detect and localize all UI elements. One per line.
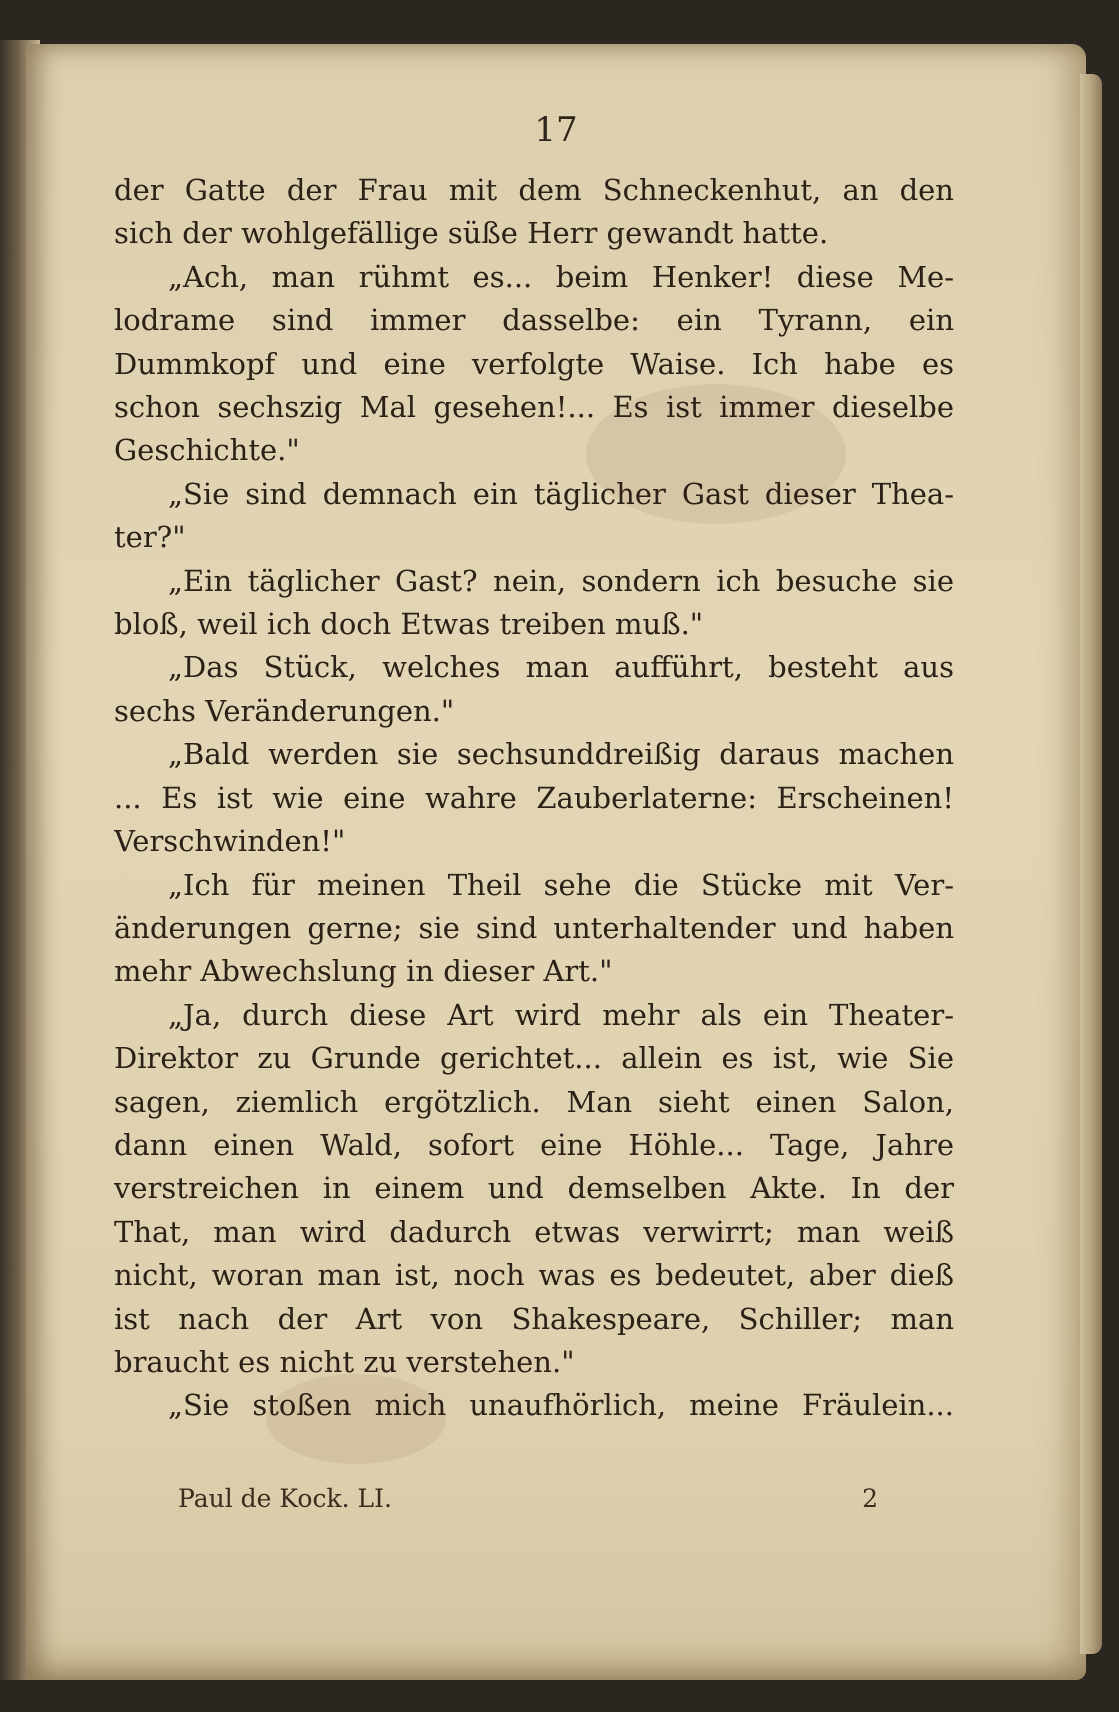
text-line: Dummkopf und eine verfolgte Waise. Ich habe es [114,346,954,381]
text-line: Verschwinden!" [114,824,346,859]
text-line: That, man wird dadurch etwas verwirrt; man weiß [114,1214,954,1249]
body-text [114,169,954,1428]
text-line: schon sechszig Mal gesehen!... Es ist immer dieselbe [114,390,954,425]
text-line: mehr Abwechslung in dieser Art." [114,954,613,989]
text-line: braucht es nicht zu verstehen." [114,1344,575,1379]
text-line: „Sie sind demnach ein täglicher Gast dieser Thea- [168,476,954,511]
text-line: sechs Veränderungen." [114,693,455,728]
text-line: „Ja, durch diese Art wird mehr als ein Theater- [168,997,954,1032]
book-page [26,44,1086,1680]
page-footer [178,1484,878,1524]
text-line: ter?" [114,520,186,555]
page-number: 17 [534,110,578,150]
text-line: lodrame sind immer dasselbe: ein Tyrann, ein [114,303,954,338]
text-line: sich der wohlgefällige süße Herr gewandt hatte. [114,216,829,251]
page-edge [1080,74,1102,1654]
text-line: der Gatte der Frau mit dem Schneckenhut, an den [114,173,954,207]
text-line: ... Es ist wie eine wahre Zauberlaterne: Erscheinen! [114,780,954,815]
text-line: sagen, ziemlich ergötzlich. Man sieht einen Salon, [114,1084,954,1119]
text-line: „Sie stoßen mich unaufhörlich, meine Fräulein... [168,1388,954,1423]
text-line: änderungen gerne; sie sind unterhaltender und haben [114,910,954,945]
text-line: „Bald werden sie sechsunddreißig daraus machen [168,737,954,772]
text-line: „Ach, man rühmt es... beim Henker! diese Me- [168,259,954,294]
text-line: „Das Stück, welches man aufführt, besteht aus [168,650,954,685]
text-line: bloß, weil ich doch Etwas treiben muß." [114,607,704,642]
text-line: verstreichen in einem und demselben Akte. In der [114,1171,954,1206]
text-line: dann einen Wald, sofort eine Höhle... Tage, Jahre [114,1127,954,1162]
text-line: Geschichte." [114,433,300,468]
text-line: Direktor zu Grunde gerichtet... allein es ist, wie Sie [114,1041,954,1076]
printer-signature: Paul de Kock. LI. [178,1484,392,1513]
text-line: nicht, woran man ist, noch was es bedeutet, aber dieß [114,1258,954,1293]
text-line: „Ein täglicher Gast? nein, sondern ich besuche sie [168,563,954,598]
text-line: ist nach der Art von Shakespeare, Schiller; man [114,1301,954,1336]
sheet-number: 2 [862,1484,878,1513]
text-line: „Ich für meinen Theil sehe die Stücke mit Ver- [168,867,954,902]
